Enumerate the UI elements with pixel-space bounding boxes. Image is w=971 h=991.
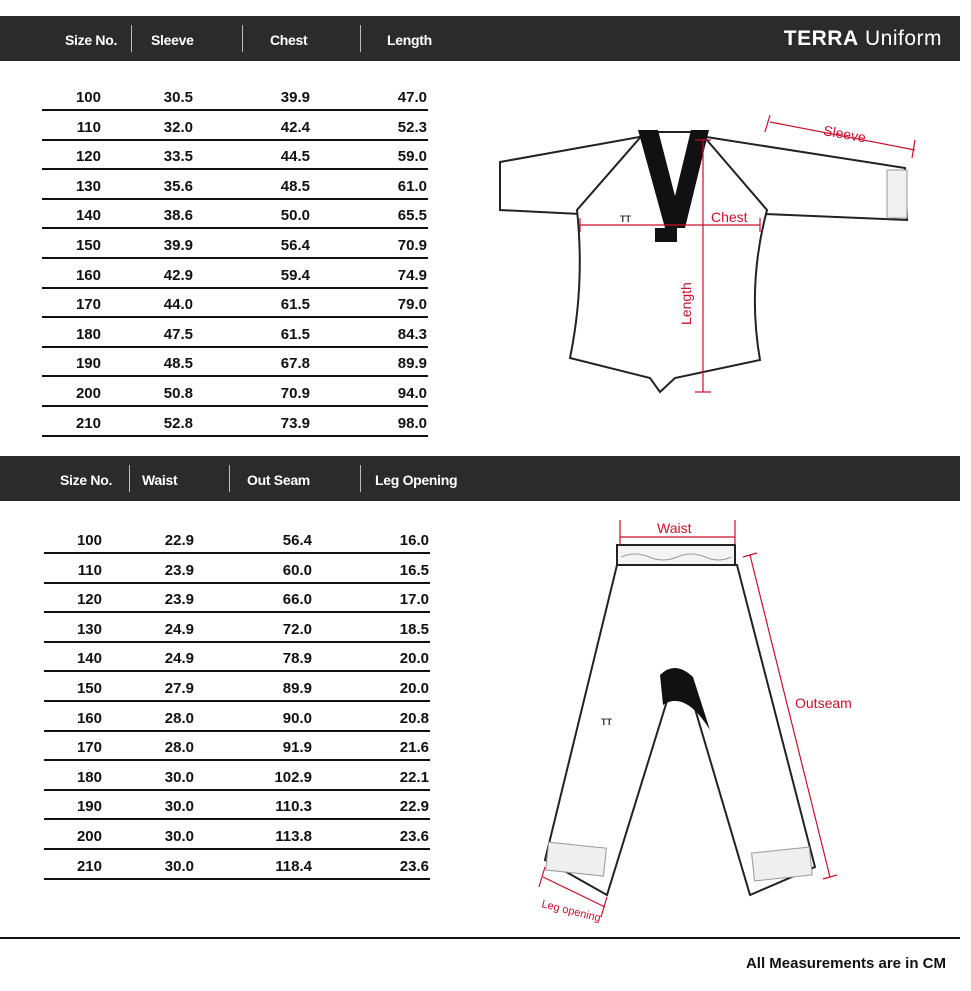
table-cell: 90.0 bbox=[282, 709, 312, 727]
table-cell: 210 bbox=[76, 857, 102, 875]
table-cell: 28.0 bbox=[164, 739, 194, 757]
table-cell: 160 bbox=[76, 709, 102, 727]
table-cell: 170 bbox=[76, 739, 102, 757]
table-cell: 78.9 bbox=[282, 650, 312, 668]
table-row bbox=[42, 376, 428, 407]
table-row bbox=[42, 139, 428, 170]
table-cell: 89.9 bbox=[397, 355, 427, 373]
table-cell: 30.5 bbox=[163, 89, 193, 106]
header-size-no: Size No. bbox=[65, 32, 118, 48]
sleeve-cuff bbox=[887, 170, 907, 218]
header-length: Length bbox=[387, 32, 432, 48]
table-cell: 170 bbox=[75, 296, 101, 314]
table-cell: 70.9 bbox=[397, 237, 427, 254]
table-cell: 17.0 bbox=[399, 591, 429, 609]
table-cell: 94.0 bbox=[397, 385, 427, 402]
header-separator bbox=[360, 465, 361, 492]
table-cell: 110.3 bbox=[275, 798, 312, 816]
header-out-seam: Out Seam bbox=[247, 472, 310, 488]
collar-label bbox=[655, 228, 677, 242]
table-cell: 70.9 bbox=[280, 385, 310, 402]
table-cell: 42.4 bbox=[280, 118, 310, 136]
table-cell: 102.9 bbox=[274, 768, 312, 786]
footer-note: All Measurements are in CM bbox=[745, 955, 946, 972]
table-cell: 190 bbox=[75, 355, 101, 373]
table-cell: 16.0 bbox=[399, 532, 429, 549]
table-cell: 110 bbox=[77, 561, 102, 579]
top-header-bar bbox=[0, 16, 960, 61]
table-cell: 18.5 bbox=[399, 620, 429, 638]
length-measure-label: Length bbox=[678, 282, 694, 325]
table-cell: 20.0 bbox=[399, 680, 429, 697]
table-cell: 30.0 bbox=[164, 798, 194, 816]
table-cell: 200 bbox=[75, 385, 101, 402]
table-cell: 23.6 bbox=[399, 828, 429, 845]
table-cell: 35.6 bbox=[163, 177, 193, 195]
table-cell: 140 bbox=[75, 207, 101, 225]
header-separator bbox=[131, 25, 132, 52]
table-cell: 28.0 bbox=[164, 709, 194, 727]
table-cell: 42.9 bbox=[163, 266, 193, 284]
table-cell: 98.0 bbox=[397, 414, 427, 432]
table-cell: 74.9 bbox=[397, 266, 427, 284]
pants-legs bbox=[545, 565, 815, 895]
table-cell: 61.5 bbox=[280, 325, 310, 343]
jacket-diagram bbox=[495, 110, 925, 405]
leg-opening-measure-label: Leg opening bbox=[540, 898, 602, 925]
table-cell: 89.9 bbox=[282, 680, 312, 697]
jacket-logo-icon: TT bbox=[620, 214, 631, 224]
table-cell: 23.9 bbox=[164, 561, 194, 579]
table-cell: 20.0 bbox=[399, 650, 429, 668]
table-cell: 47.0 bbox=[397, 89, 427, 106]
table-cell: 27.9 bbox=[164, 680, 194, 697]
header-separator bbox=[129, 465, 130, 492]
header-waist: Waist bbox=[142, 472, 178, 488]
table-row bbox=[44, 523, 430, 554]
table-cell: 22.9 bbox=[399, 798, 429, 816]
table-cell: 190 bbox=[76, 798, 102, 816]
table-row bbox=[44, 582, 430, 613]
table-cell: 39.9 bbox=[280, 89, 310, 106]
sleeve-measure-label: Sleeve bbox=[822, 122, 868, 146]
table-cell: 200 bbox=[76, 828, 102, 845]
table-cell: 180 bbox=[75, 325, 101, 343]
table-cell: 22.1 bbox=[399, 768, 429, 786]
header-separator bbox=[229, 465, 230, 492]
table-row bbox=[44, 849, 430, 880]
right-cuff bbox=[752, 847, 813, 881]
table-cell: 23.9 bbox=[164, 591, 194, 609]
table-cell: 21.6 bbox=[399, 739, 429, 757]
table-cell: 52.8 bbox=[163, 414, 193, 432]
table-cell: 72.0 bbox=[282, 620, 312, 638]
table-cell: 65.5 bbox=[397, 207, 427, 225]
table-row bbox=[44, 553, 430, 584]
table-cell: 33.5 bbox=[163, 148, 193, 166]
table-cell: 48.5 bbox=[280, 177, 310, 195]
table-cell: 110 bbox=[76, 118, 101, 136]
table-row bbox=[42, 110, 428, 141]
table-cell: 150 bbox=[75, 237, 101, 254]
table-row bbox=[42, 198, 428, 229]
table-row bbox=[42, 317, 428, 348]
left-cuff bbox=[546, 842, 607, 876]
table-cell: 30.0 bbox=[164, 857, 194, 875]
table-cell: 113.8 bbox=[275, 828, 312, 845]
table-row bbox=[44, 671, 430, 702]
waistband bbox=[617, 545, 735, 567]
header-separator bbox=[242, 25, 243, 52]
table-row bbox=[44, 730, 430, 761]
table-cell: 50.0 bbox=[280, 207, 310, 225]
table-cell: 150 bbox=[76, 680, 102, 697]
brand-logo bbox=[784, 16, 942, 61]
table-row bbox=[42, 346, 428, 377]
header-chest: Chest bbox=[270, 32, 308, 48]
table-cell: 52.3 bbox=[397, 118, 427, 136]
pants-logo-icon: TT bbox=[601, 717, 612, 727]
table-cell: 66.0 bbox=[282, 591, 312, 609]
table-cell: 39.9 bbox=[163, 237, 193, 254]
table-row bbox=[42, 287, 428, 318]
header-leg-opening: Leg Opening bbox=[375, 472, 458, 488]
table-row bbox=[44, 701, 430, 732]
header-separator bbox=[360, 25, 361, 52]
table-cell: 130 bbox=[76, 620, 102, 638]
brand-name: TERRA bbox=[783, 27, 859, 50]
table-cell: 30.0 bbox=[164, 828, 194, 845]
table-cell: 23.6 bbox=[399, 857, 429, 875]
table-cell: 130 bbox=[75, 177, 101, 195]
table-cell: 73.9 bbox=[280, 414, 310, 432]
table-cell: 20.8 bbox=[399, 709, 429, 727]
table-cell: 44.0 bbox=[163, 296, 193, 314]
table-row bbox=[44, 612, 430, 643]
table-cell: 91.9 bbox=[282, 739, 312, 757]
table-cell: 100 bbox=[75, 89, 101, 106]
footer-divider bbox=[0, 937, 960, 939]
table-cell: 59.4 bbox=[280, 266, 310, 284]
table-row bbox=[44, 641, 430, 672]
table-row bbox=[42, 258, 428, 289]
table-cell: 84.3 bbox=[397, 325, 427, 343]
table-row bbox=[42, 228, 428, 259]
table-row bbox=[42, 80, 428, 111]
table-cell: 180 bbox=[76, 768, 102, 786]
table-cell: 22.9 bbox=[164, 532, 194, 549]
table-cell: 210 bbox=[75, 414, 101, 432]
table-cell: 24.9 bbox=[164, 650, 194, 668]
table-cell: 24.9 bbox=[164, 620, 194, 638]
table-cell: 60.0 bbox=[282, 561, 312, 579]
table-cell: 16.5 bbox=[399, 561, 429, 579]
waist-measure-label: Waist bbox=[657, 520, 692, 536]
table-row bbox=[42, 406, 428, 437]
table-cell: 79.0 bbox=[397, 296, 427, 314]
chest-measure-label: Chest bbox=[711, 209, 748, 225]
table-cell: 61.0 bbox=[397, 177, 427, 195]
table-row bbox=[44, 760, 430, 791]
table-cell: 140 bbox=[76, 650, 102, 668]
table-cell: 61.5 bbox=[280, 296, 310, 314]
table-cell: 100 bbox=[76, 532, 102, 549]
table-row bbox=[42, 169, 428, 200]
table-cell: 120 bbox=[75, 148, 101, 166]
table-cell: 160 bbox=[75, 266, 101, 284]
table-cell: 59.0 bbox=[397, 148, 427, 166]
header-sleeve: Sleeve bbox=[151, 32, 194, 48]
table-row bbox=[44, 819, 430, 850]
pants-diagram bbox=[525, 515, 865, 930]
outseam-measure-label: Outseam bbox=[795, 695, 852, 711]
table-cell: 47.5 bbox=[163, 325, 193, 343]
table-cell: 50.8 bbox=[163, 385, 193, 402]
table-row bbox=[44, 789, 430, 820]
table-cell: 56.4 bbox=[282, 532, 312, 549]
table-cell: 30.0 bbox=[164, 768, 194, 786]
table-cell: 120 bbox=[76, 591, 102, 609]
table-cell: 118.4 bbox=[275, 857, 312, 875]
header-size-no: Size No. bbox=[60, 472, 113, 488]
bottom-header-bar bbox=[0, 456, 960, 501]
table-cell: 67.8 bbox=[280, 355, 310, 373]
table-cell: 48.5 bbox=[163, 355, 193, 373]
table-cell: 32.0 bbox=[163, 118, 193, 136]
table-cell: 38.6 bbox=[163, 207, 193, 225]
table-cell: 44.5 bbox=[280, 148, 310, 166]
table-cell: 56.4 bbox=[280, 237, 310, 254]
brand-suffix: Uniform bbox=[864, 27, 942, 50]
